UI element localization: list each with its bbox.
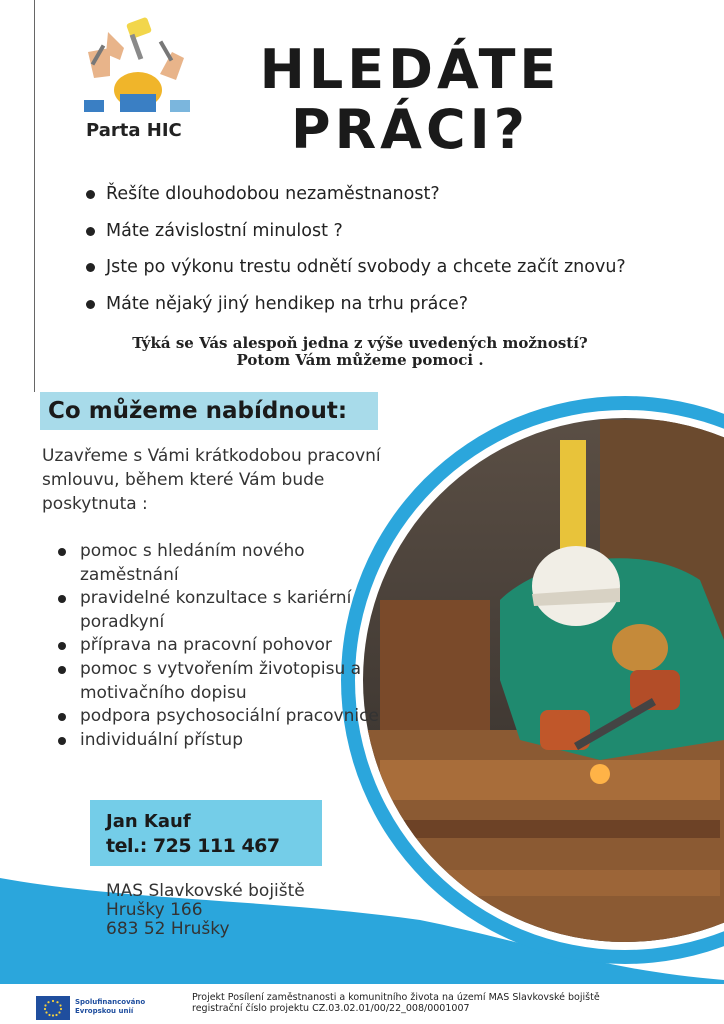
offer-item: pomoc s vytvořením životopisu a motivačního dopisu [58, 658, 403, 705]
tagline [60, 335, 660, 369]
left-divider-line [34, 0, 35, 392]
project-line-1: Projekt Posílení zaměstnanosti a komunitního života na území MAS Slavkovské bojiště [192, 992, 600, 1003]
eu-text-line-1: Spolufinancováno [75, 998, 146, 1006]
headline-line-1: HLEDÁTE [259, 38, 561, 101]
contact-phone: tel.: 725 111 467 [106, 835, 280, 857]
question-item: Máte závislostní minulost ? [84, 213, 626, 250]
offer-item: pravidelné konzultace s kariérní poradkyní [58, 587, 403, 634]
question-list [84, 176, 626, 322]
question-item: Jste po výkonu trestu odnětí svobody a chcete začít znovu? [84, 249, 626, 286]
offer-intro: Uzavřeme s Vámi krátkodobou pracovní smlouvu, během které Vám bude poskytnuta : [42, 446, 381, 514]
address-line-1: MAS Slavkovské bojiště [106, 881, 305, 901]
offer-list [58, 540, 403, 752]
question-item: Máte nějaký jiný hendikep na trhu práce? [84, 286, 626, 323]
offer-item: podpora psychosociální pracovnice [58, 705, 403, 729]
offer-title: Co můžeme nabídnout: [48, 398, 348, 424]
offer-item: individuální přístup [58, 729, 403, 753]
address-block [106, 882, 305, 939]
eu-flag-icon [36, 996, 70, 1020]
worker-hands-logo-icon [80, 14, 192, 114]
project-line-2: registrační číslo projektu CZ.03.02.01/00/22_008/0001007 [192, 1003, 470, 1014]
eu-text-line-2: Evropskou unií [75, 1007, 134, 1015]
question-item: Řešíte dlouhodobou nezaměstnanost? [84, 176, 626, 213]
tagline-line-2: Potom Vám můžeme pomoci . [236, 351, 484, 369]
eu-cofinancing-text [75, 998, 145, 1016]
headline [240, 40, 580, 160]
offer-item: pomoc s hledáním nového zaměstnání [58, 540, 403, 587]
address-line-3: 683 52 Hrušky [106, 919, 230, 939]
address-line-2: Hrušky 166 [106, 900, 203, 920]
brand-name: Parta HIC [86, 120, 182, 141]
contact-name: Jan Kauf [106, 811, 191, 832]
headline-line-2: PRÁCI? [291, 98, 529, 161]
offer-item: příprava na pracovní pohovor [58, 634, 403, 658]
project-info [192, 992, 692, 1014]
tagline-line-1: Týká se Vás alespoň jedna z výše uvedených možností? [132, 334, 588, 352]
